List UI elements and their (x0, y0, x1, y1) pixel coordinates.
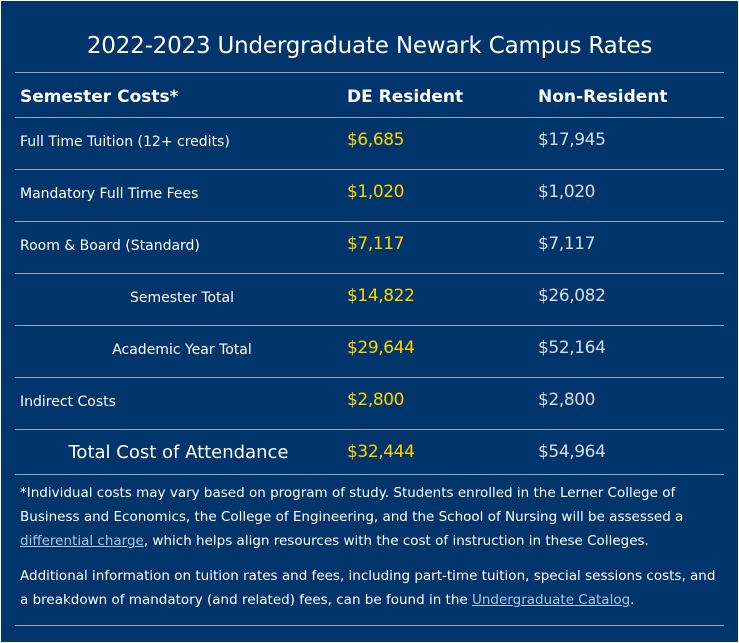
footnote-text: , which helps align resources with the cost of instruction in these Colleges. (143, 533, 649, 549)
nr-value-room-board: $7,117 (538, 234, 596, 254)
row-label-tuition: Full Time Tuition (12+ credits) (20, 134, 230, 150)
footnote-text: Additional information on tuition rates and fees, including part-time tuition, special sessions costs, and a breakdown of mandatory (and related) fees, can be found in the (20, 568, 716, 608)
divider (15, 221, 724, 222)
de-value-semester-total: $14,822 (347, 286, 415, 306)
footnote-catalog (20, 564, 725, 612)
de-value-academic-year-total: $29,644 (347, 338, 415, 358)
divider (15, 72, 724, 73)
row-label-indirect-costs: Indirect Costs (20, 394, 116, 410)
row-label-semester-total: Semester Total (129, 290, 235, 306)
page-title: 2022-2023 Undergraduate Newark Campus Rates (86, 33, 653, 59)
row-label-academic-year-total: Academic Year Total (112, 342, 252, 358)
differential-charge-link[interactable]: differential charge (20, 533, 144, 549)
de-value-fees: $1,020 (347, 182, 405, 202)
footnote-text: *Individual costs may vary based on program of study. Students enrolled in the Lerner College of Business and Economics, the College of Engineering, and the School of Nursing will be assessed a (20, 485, 684, 525)
nr-value-total-cost-of-attendance: $54,964 (538, 442, 606, 462)
divider (15, 273, 724, 274)
de-value-indirect-costs: $2,800 (347, 390, 405, 410)
divider (15, 117, 724, 118)
nr-value-fees: $1,020 (538, 182, 596, 202)
nr-value-academic-year-total: $52,164 (538, 338, 606, 358)
de-value-tuition: $6,685 (347, 130, 405, 150)
de-value-total-cost-of-attendance: $32,444 (347, 442, 415, 462)
nr-value-tuition: $17,945 (538, 130, 606, 150)
footnote-differential (20, 481, 725, 553)
row-label-room-board: Room & Board (Standard) (20, 238, 200, 254)
column-header-non-resident: Non-Resident (538, 87, 668, 107)
divider (15, 325, 724, 326)
nr-value-indirect-costs: $2,800 (538, 390, 596, 410)
rates-card (1, 1, 738, 642)
nr-value-semester-total: $26,082 (538, 286, 606, 306)
footnote-text: . (630, 592, 635, 608)
row-label-fees: Mandatory Full Time Fees (20, 186, 199, 202)
row-label-total-cost-of-attendance: Total Cost of Attendance (68, 442, 289, 463)
divider (15, 429, 724, 430)
undergraduate-catalog-link[interactable]: Undergraduate Catalog (472, 592, 631, 608)
column-header-de-resident: DE Resident (347, 87, 464, 107)
de-value-room-board: $7,117 (347, 234, 405, 254)
divider (15, 377, 724, 378)
column-header-costs: Semester Costs* (20, 87, 179, 107)
divider (15, 625, 724, 626)
divider (15, 474, 724, 475)
divider (15, 169, 724, 170)
